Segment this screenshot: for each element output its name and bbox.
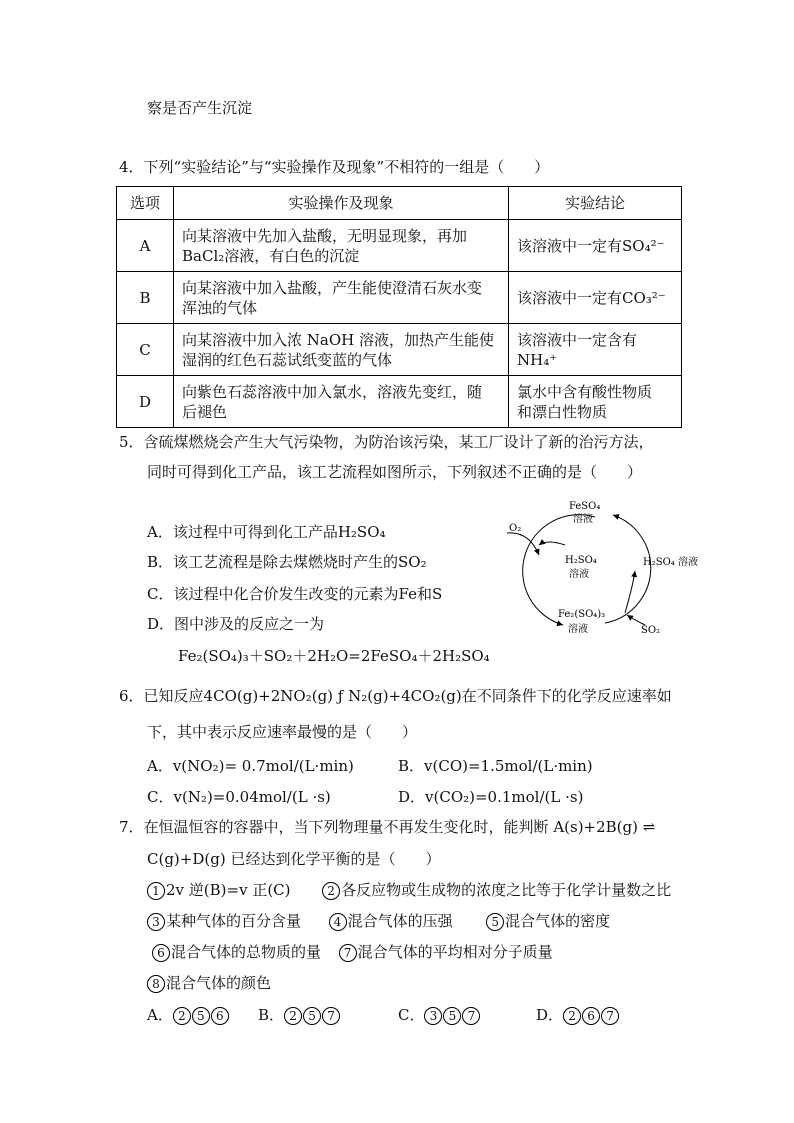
row-conclusion: 该溶液中一定含有 NH₄⁺	[509, 324, 682, 376]
q5-stem-line2: 同时可得到化工产品，该工艺流程如图所示，下列叙述不正确的是（ ）	[147, 463, 643, 481]
q7-item7: 混合气体的平均相对分子质量	[357, 943, 553, 961]
q6-option-b: B．v(CO)=1.5mol/(L·min)	[398, 757, 593, 775]
q5-option-c: C．该过程中化合价发生改变的元素为Fe和S	[147, 585, 443, 603]
diagram-fe2so43: Fe₂(SO₄)₃	[558, 609, 606, 620]
circled-number: 8	[147, 975, 165, 993]
q7-item8: 混合气体的颜色	[166, 974, 272, 992]
q7-item-row4	[147, 973, 271, 993]
diagram-h2so4-inner-sol: 溶液	[569, 569, 589, 580]
q4-table	[116, 186, 682, 428]
row-option: A	[117, 220, 174, 272]
circled-number: 6	[152, 944, 170, 962]
q7-item-row2	[147, 911, 610, 931]
q7-item5: 混合气体的密度	[505, 912, 611, 930]
q7-item4: 混合气体的压强	[347, 912, 453, 930]
q5-option-d: D．图中涉及的反应之一为	[147, 615, 325, 633]
circled-number: 7	[339, 944, 357, 962]
header-option: 选项	[117, 187, 174, 220]
table-row	[117, 324, 682, 376]
q6-option-c: C．v(N₂)=0.04mol/(L ·s)	[147, 788, 331, 806]
q5-stem-line1: 5．含硫煤燃烧会产生大气污染物，为防治该污染，某工厂设计了新的治污方法，	[119, 433, 654, 451]
circled-number: 5	[486, 913, 504, 931]
row-option: C	[117, 324, 174, 376]
diagram-so2: SO₂	[641, 625, 661, 636]
table-row	[117, 376, 682, 428]
q5-process-diagram	[495, 495, 710, 645]
q7-option-a: A． 2 5 6	[147, 1005, 230, 1025]
circled-number: 4	[329, 913, 347, 931]
table-header-row	[117, 187, 682, 220]
diagram-h2so4-inner: H₂SO₄	[565, 555, 597, 566]
row-option: B	[117, 272, 174, 324]
diagram-feso4: FeSO₄	[569, 501, 601, 512]
circled-number: 1	[147, 882, 165, 900]
intro-line: 察是否产生沉淀	[147, 99, 253, 117]
diagram-h2so4-out: H₂SO₄ 溶液	[643, 557, 698, 568]
q6-option-d: D．v(CO₂)=0.1mol/(L ·s)	[398, 788, 584, 806]
diagram-feso4-sol: 溶液	[573, 514, 593, 525]
q6-stem-line1: 6．已知反应4CO(g)+2NO₂(g) ƒ N₂(g)+4CO₂(g)在不同条件下的化学反应速率如	[119, 687, 672, 705]
q5-option-a: A．该过程中可得到化工产品H₂SO₄	[147, 523, 386, 541]
row-conclusion: 该溶液中一定有SO₄²⁻	[509, 220, 682, 272]
circled-number: 3	[147, 913, 165, 931]
q7-item2: 各反应物或生成物的浓度之比等于化学计量数之比	[341, 881, 672, 899]
row-operation: 向某溶液中先加入盐酸，无明显现象，再加 BaCl₂溶液，有白色的沉淀	[174, 220, 509, 272]
q4-stem: 4．下列“实验结论”与“实验操作及现象”不相符的一组是（ ）	[119, 158, 550, 176]
row-option: D	[117, 376, 174, 428]
header-conclusion: 实验结论	[509, 187, 682, 220]
q7-option-c: C． 3 5 7	[398, 1005, 481, 1025]
q6-option-a: A．v(NO₂)= 0.7mol/(L·min)	[147, 757, 354, 775]
table-row	[117, 220, 682, 272]
diagram-fe2so43-sol: 溶液	[568, 624, 588, 635]
diagram-o2: O₂	[509, 523, 522, 534]
circled-number: 2	[322, 882, 340, 900]
row-operation: 向某溶液中加入盐酸，产生能使澄清石灰水变 浑浊的气体	[174, 272, 509, 324]
q7-stem-line2: C(g)+D(g) 已经达到化学平衡的是（ ）	[147, 850, 441, 868]
table-row	[117, 272, 682, 324]
q5-option-b: B．该工艺流程是除去煤燃烧时产生的SO₂	[147, 553, 427, 571]
q7-stem-line1: 7．在恒温恒容的容器中，当下列物理量不再发生变化时，能判断 A(s)+2B(g) ⇌	[119, 818, 656, 836]
q5-equation: Fe₂(SO₄)₃＋SO₂＋2H₂O=2FeSO₄＋2H₂SO₄	[178, 647, 490, 665]
row-conclusion: 氯水中含有酸性物质 和漂白性物质	[509, 376, 682, 428]
q7-item6: 混合气体的总物质的量	[171, 943, 322, 961]
row-operation: 向紫色石蕊溶液中加入氯水，溶液先变红，随 后褪色	[174, 376, 509, 428]
q6-stem-line2: 下，其中表示反应速率最慢的是（ ）	[147, 723, 418, 741]
q7-item-row3	[152, 942, 553, 962]
q7-item-row1	[147, 880, 671, 900]
q7-item1: 2v 逆(B)=v 正(C)	[166, 881, 291, 899]
q7-option-b: B． 2 5 7	[258, 1005, 341, 1025]
row-conclusion: 该溶液中一定有CO₃²⁻	[509, 272, 682, 324]
header-operation: 实验操作及现象	[174, 187, 509, 220]
q7-option-d: D． 2 6 7	[536, 1005, 620, 1025]
q7-item3: 某种气体的百分含量	[166, 912, 302, 930]
row-operation: 向某溶液中加入浓 NaOH 溶液，加热产生能使 湿润的红色石蕊试纸变蓝的气体	[174, 324, 509, 376]
